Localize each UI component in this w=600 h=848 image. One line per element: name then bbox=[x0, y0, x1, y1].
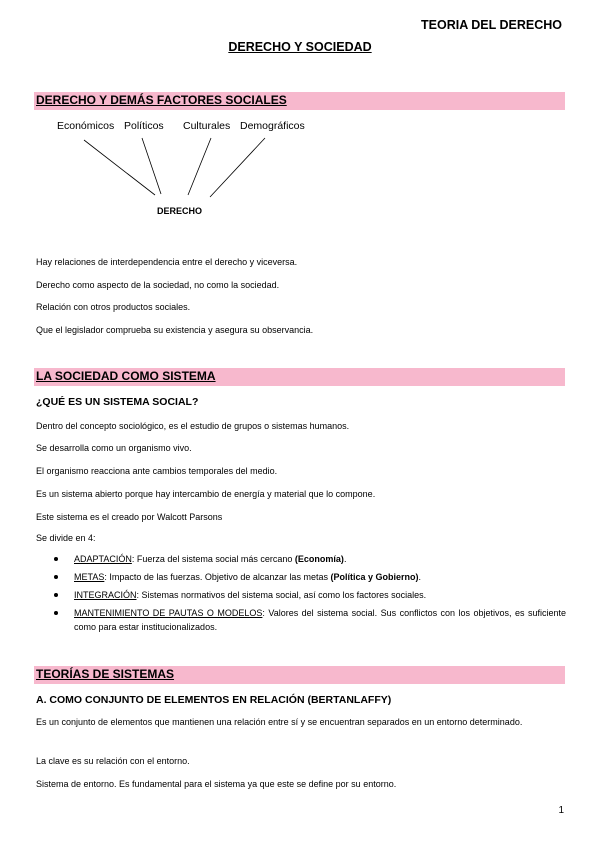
bullet-icon bbox=[54, 575, 58, 579]
section-heading: TEORÍAS DE SISTEMAS bbox=[36, 667, 175, 681]
paragraph: Es un sistema abierto porque hay intercambio de energía y material que lo compone. bbox=[36, 489, 376, 499]
factor-label: Culturales bbox=[183, 120, 231, 132]
paragraph: Se desarrolla como un organismo vivo. bbox=[36, 443, 192, 453]
list-bold: (Política y Gobierno) bbox=[330, 572, 419, 582]
section-heading: DERECHO Y DEMÁS FACTORES SOCIALES bbox=[36, 93, 287, 107]
list-term: INTEGRACIÓN bbox=[74, 590, 137, 600]
list-text: : Valores del sistema social. Sus conflictos con los objetivos, es suficiente como para estar institucionalizados. bbox=[74, 608, 566, 632]
page-number: 1 bbox=[558, 805, 564, 816]
paragraph: Sistema de entorno. Es fundamental para el sistema ya que este se define por su entorno. bbox=[36, 779, 397, 789]
list-term: MANTENIMIENTO DE PAUTAS O MODELOS bbox=[74, 608, 263, 618]
list-item bbox=[74, 606, 566, 634]
list-term: ADAPTACIÓN bbox=[74, 554, 132, 564]
list-text: : Impacto de las fuerzas. Objetivo de alcanzar las metas bbox=[104, 572, 331, 582]
section-heading-band bbox=[34, 666, 565, 684]
bullet-icon bbox=[54, 557, 58, 561]
list-item bbox=[74, 588, 566, 602]
diagram-center-label: DERECHO bbox=[157, 206, 203, 216]
paragraph: Relación con otros productos sociales. bbox=[36, 302, 191, 312]
list-bold: (Economía) bbox=[294, 554, 344, 564]
list-term: METAS bbox=[74, 572, 105, 582]
list-tail: . bbox=[418, 572, 421, 582]
paragraph: Derecho como aspecto de la sociedad, no como la sociedad. bbox=[36, 280, 280, 290]
subheading: A. COMO CONJUNTO DE ELEMENTOS EN RELACIÓN (BERTANLAFFY) bbox=[36, 694, 392, 706]
connector-line bbox=[188, 138, 211, 195]
paragraph: La clave es su relación con el entorno. bbox=[36, 756, 190, 766]
list-text: : Fuerza del sistema social más cercano bbox=[131, 554, 295, 564]
subheading: ¿QUÉ ES UN SISTEMA SOCIAL? bbox=[36, 396, 199, 408]
factor-label: Económicos bbox=[57, 120, 115, 132]
paragraph: Este sistema es el creado por Walcott Parsons bbox=[36, 512, 223, 522]
factor-label: Políticos bbox=[124, 120, 164, 132]
paragraph: Es un conjunto de elementos que mantienen una relación entre sí y se encuentran separados en un entorno determinado. bbox=[36, 717, 523, 727]
paragraph: Que el legislador comprueba su existencia y asegura su observancia. bbox=[36, 325, 314, 335]
bullet-icon bbox=[54, 611, 58, 615]
list-text: : Sistemas normativos del sistema social, así como los factores sociales. bbox=[136, 590, 427, 600]
paragraph: Se divide en 4: bbox=[36, 533, 96, 543]
paragraph: Dentro del concepto sociológico, es el estudio de grupos o sistemas humanos. bbox=[36, 421, 350, 431]
connector-line bbox=[142, 138, 161, 194]
list-item bbox=[74, 570, 566, 584]
list-item bbox=[74, 552, 566, 566]
paragraph: El organismo reacciona ante cambios temporales del medio. bbox=[36, 466, 278, 476]
section-heading: LA SOCIEDAD COMO SISTEMA bbox=[36, 369, 216, 383]
connector-line bbox=[210, 138, 265, 197]
list-tail: . bbox=[343, 554, 347, 564]
bullet-icon bbox=[54, 593, 58, 597]
bullet-list bbox=[36, 552, 566, 638]
connector-line bbox=[84, 140, 155, 195]
running-header: TEORIA DEL DERECHO bbox=[421, 18, 562, 32]
document-title: DERECHO Y SOCIEDAD bbox=[228, 40, 372, 54]
paragraph: Hay relaciones de interdependencia entre el derecho y viceversa. bbox=[36, 257, 298, 267]
section-heading-band bbox=[34, 368, 565, 386]
factor-label: Demográficos bbox=[240, 120, 305, 132]
